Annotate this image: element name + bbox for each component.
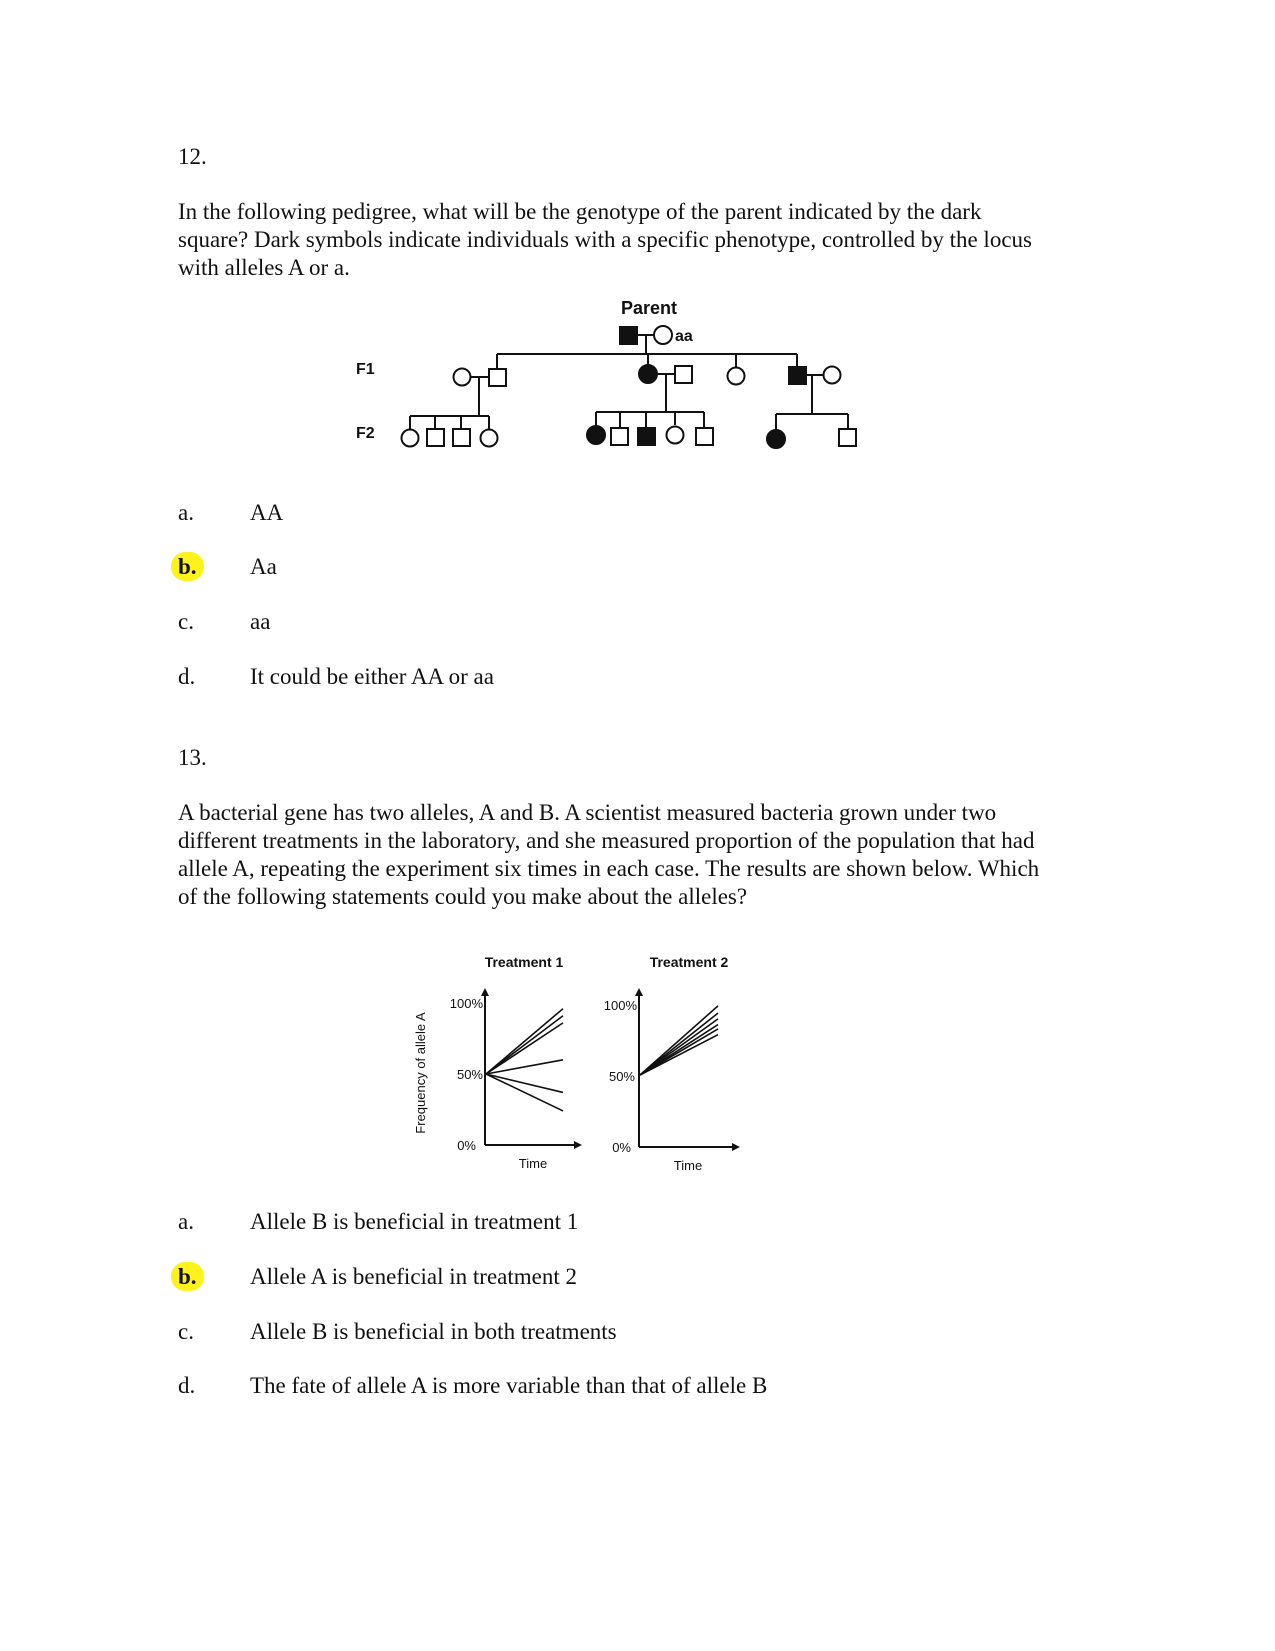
question-12-text: In the following pedigree, what will be the genotype of the parent indicated by the dark square? Dark symbols indicate individuals with a specific phenotype, controlled by the locus with alleles A or a. [178, 199, 1032, 280]
selected-option-letter: b. [171, 1262, 204, 1291]
chart-2-title: Treatment 2 [649, 954, 729, 970]
chart-1-series-line-5 [486, 1074, 563, 1092]
question-13-number: 13. [178, 745, 207, 770]
option-text: Allele B is beneficial in treatment 1 [250, 1209, 579, 1234]
question-13-text: A bacterial gene has two alleles, A and B. A scientist measured bacteria grown under two different treatments in the laboratory, and she measured proportion of the population that had allele A, repeating the experiment six times in each case. The results are shown below. Which of the following statements could you make about the alleles? [178, 800, 1040, 909]
option-letter: c. [178, 1319, 194, 1344]
option-letter: a. [178, 500, 194, 525]
option-text: aa [250, 609, 271, 634]
chart-1-xlabel: Time [518, 1156, 548, 1171]
selected-option-letter: b. [171, 552, 204, 581]
question-12-number: 12. [178, 144, 207, 169]
pedigree-parent-label: Parent [621, 298, 678, 318]
pedigree-figure [340, 290, 900, 460]
chart-1-ylabel: Frequency of allele A [413, 1012, 428, 1134]
allele-frequency-charts [400, 945, 760, 1180]
chart-1-tick-0: 0% [457, 1138, 476, 1153]
chart-2-tick-100: 100% [603, 998, 637, 1013]
option-text: Allele B is beneficial in both treatments [250, 1319, 617, 1344]
pedigree-affected-parent [620, 327, 637, 344]
chart-1-series-line-2 [486, 1016, 563, 1074]
option-letter: c. [178, 609, 194, 634]
option-letter: d. [178, 664, 196, 689]
option-text: AA [250, 500, 284, 525]
option-letter: a. [178, 1209, 194, 1234]
pedigree-f2-label: F2 [356, 425, 375, 442]
chart-1-tick-100: 100% [449, 996, 483, 1011]
pedigree-aa-label: aa [675, 328, 693, 345]
chart-2-tick-50: 50% [608, 1069, 635, 1084]
option-text: The fate of allele A is more variable than that of allele B [250, 1373, 768, 1398]
option-text: Allele A is beneficial in treatment 2 [250, 1264, 578, 1289]
option-text: Aa [250, 554, 277, 579]
chart-1-series-line-6 [486, 1074, 563, 1111]
chart-2-xlabel: Time [673, 1158, 703, 1173]
option-letter: d. [178, 1373, 196, 1398]
chart-2-tick-0: 0% [612, 1140, 631, 1155]
chart-1-title: Treatment 1 [484, 954, 564, 970]
chart-1-series-line-1 [486, 1009, 563, 1074]
option-text: It could be either AA or aa [250, 664, 494, 689]
pedigree-unaffected-parent [654, 326, 672, 344]
chart-1-tick-50: 50% [456, 1067, 483, 1082]
pedigree-f1-label: F1 [356, 361, 375, 378]
